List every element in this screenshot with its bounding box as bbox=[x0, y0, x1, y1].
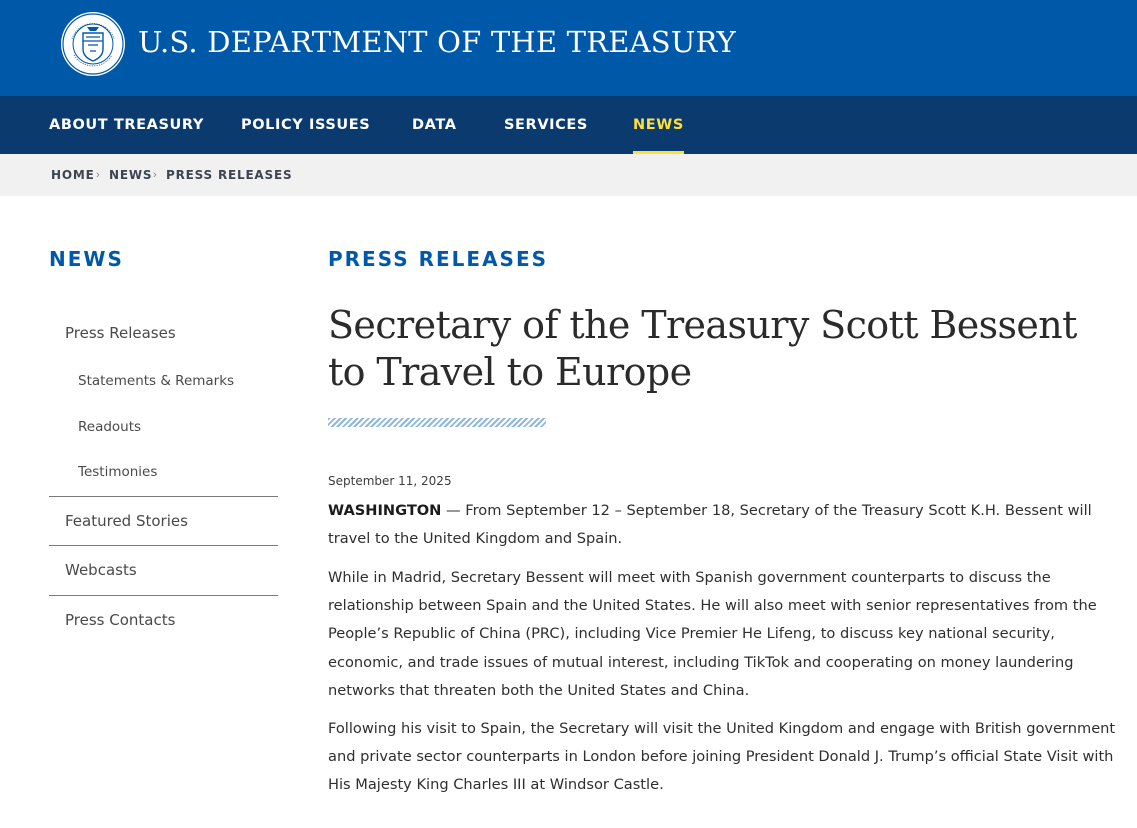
sidebar-divider bbox=[49, 496, 278, 497]
breadcrumb-press-releases: PRESS RELEASES bbox=[166, 168, 293, 182]
section-label: PRESS RELEASES bbox=[328, 247, 549, 271]
sidebar-item-webcasts[interactable]: Webcasts bbox=[65, 561, 137, 579]
main-nav bbox=[0, 96, 1137, 154]
nav-about-treasury[interactable]: ABOUT TREASURY bbox=[49, 117, 204, 133]
title-decoration bbox=[328, 418, 546, 427]
site-title[interactable]: U.S. DEPARTMENT OF THE TREASURY bbox=[138, 25, 736, 59]
chevron-right-icon: › bbox=[96, 169, 100, 181]
sidebar-item-featured-stories[interactable]: Featured Stories bbox=[65, 512, 188, 530]
article-date: September 11, 2025 bbox=[328, 474, 452, 488]
sidebar-item-testimonies[interactable]: Testimonies bbox=[78, 464, 158, 480]
chevron-right-icon: › bbox=[153, 169, 157, 181]
nav-data[interactable]: DATA bbox=[412, 117, 457, 133]
nav-news[interactable]: NEWS bbox=[633, 96, 684, 154]
sidebar-item-readouts[interactable]: Readouts bbox=[78, 419, 142, 435]
treasury-seal-logo[interactable] bbox=[60, 11, 126, 77]
dateline: WASHINGTON bbox=[328, 502, 442, 519]
nav-policy-issues[interactable]: POLICY ISSUES bbox=[241, 117, 371, 133]
paragraph-text: — From September 12 – September 18, Secretary of the Treasury Scott K.H. Bessent will travel to the United Kingdom and Spain. bbox=[328, 502, 1092, 548]
sidebar-item-press-contacts[interactable]: Press Contacts bbox=[65, 611, 176, 629]
nav-services[interactable]: SERVICES bbox=[504, 117, 588, 133]
sidebar-heading: NEWS bbox=[49, 247, 124, 271]
breadcrumb bbox=[0, 154, 1137, 196]
site-header bbox=[0, 0, 1137, 96]
article-paragraph bbox=[328, 497, 1123, 553]
sidebar-item-press-releases[interactable]: Press Releases bbox=[65, 324, 176, 342]
sidebar-divider bbox=[49, 595, 278, 596]
sidebar-divider bbox=[49, 545, 278, 546]
page-title: Secretary of the Treasury Scott Bessent to Travel to Europe bbox=[328, 303, 1077, 394]
article-paragraph: While in Madrid, Secretary Bessent will meet with Spanish government counterparts to discuss the relationship between Spain and the United States. He will also meet with senior representatives from the People’s Republic of China (PRC), including Vice Premier He Lifeng, to discuss key national security, economic, and trade issues of mutual interest, including TikTok and cooperating on money laundering networks that threaten both the United States and China. bbox=[328, 569, 1097, 699]
breadcrumb-news[interactable]: NEWS bbox=[109, 168, 153, 182]
article-paragraph: Following his visit to Spain, the Secretary will visit the United Kingdom and engage with British government and private sector counterparts in London before joining President Donald J. Trump’s official State Visit with His Majesty King Charles III at Windsor Castle. bbox=[328, 720, 1116, 794]
breadcrumb-home[interactable]: HOME bbox=[51, 168, 95, 182]
sidebar-item-statements-remarks[interactable]: Statements & Remarks bbox=[78, 373, 235, 389]
